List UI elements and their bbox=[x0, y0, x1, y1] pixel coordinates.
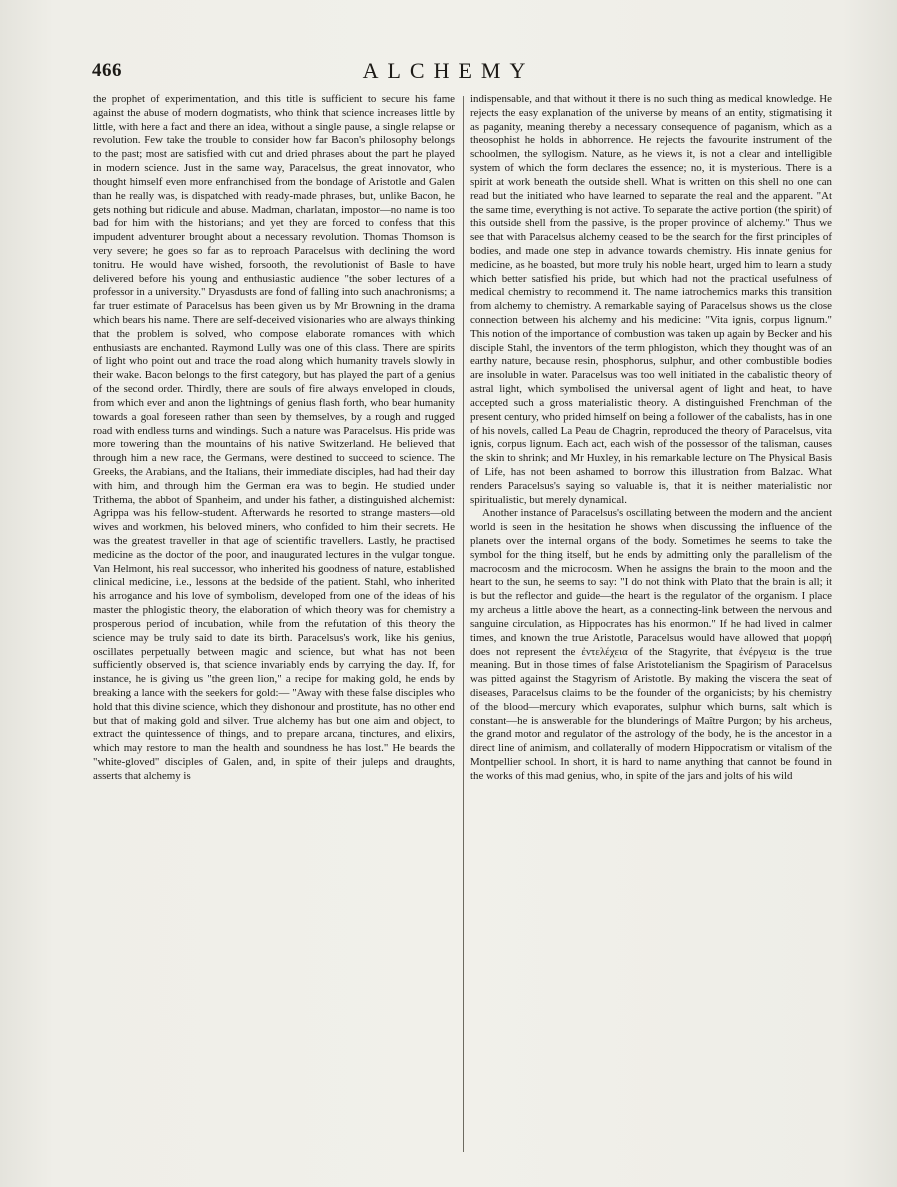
column-divider bbox=[463, 96, 464, 1152]
paragraph: Another instance of Paracelsus's oscillating between the modern and the ancient world is seen in the hesitation he shows when discussing the influence of the planets over the internal organs of the body. Sometimes he seems to take the symbol for the thing itself, but he ends by admitting only the parallelism of the macrocosm and the microcosm. When he assigns the brain to the moon and the heart to the sun, he seems to say: "I do not think with Plato that the brain is all; it is but the reflector and guide—the heart is the regulator of the organism. I place my archeus a little above the heart, as a connecting-link between the nervous and sanguine circulation, as Hippocrates has his enormon." If he had lived in calmer times, and known the true Aristotle, Paracelsus would have allowed that μορφή does not represent the ἐντελέχεια of the Stagyrite, that ἐνέργεια is the true meaning. But in those times of false Aristotelianism the Spagirism of Paracelsus was pitted against the Stagyrism of Aristotle. By making the viscera the seat of diseases, Paracelsus claims to be the founder of the organicists; by his chemistry of the blood—mercury which evaporates, sulphur which burns, salt which is constant—he is answerable for the blunderings of Maître Purgon; by his archeus, the grand motor and regulator of the astrology of the body, he is the ancestor in a direct line of animism, and collaterally of modern Hippocratism or vitalism of the Montpellier school. In short, it is hard to name anything that cannot be found in the works of this mad genius, who, in spite of the jars and jolts of his wild bbox=[470, 507, 832, 782]
left-column bbox=[93, 93, 455, 784]
paragraph: indispensable, and that without it there is no such thing as medical knowledge. He rejects the easy explanation of the universe by means of an entity, stigmatising it as paganity, meaning thereby a necessary consequence of paganism, which as a theosophist he holds in abhorrence. He rejects the favourite instrument of the schoolmen, the syllogism. Nature, as he views it, is not a clear and intelligible system of which the form declares the essence; no, it is mysterious. There is a spirit at work beneath the outside shell. What is written on this shell no one can read but the initiated who have learned to separate the real and the apparent. "At the same time, everything is not active. To separate the active portion (the spirit) of this outside shell from the passive, is the proper province of alchemy." Thus we see that with Paracelsus alchemy ceased to be the search for the first principles of bodies, and made one step in advance towards chemistry. His innate genius for medicine, as he boasted, but more truly his noble heart, urged him to learn a study which better satisfied his pride, but which had not the practical usefulness of medical chemistry to recommend it. The name iatrochemics marks this transition from alchemy to chemistry. A remarkable saying of Paracelsus shows us the close connection between his alchemy and his medicine: "Vita ignis, corpus lignum." This notion of the importance of combustion was taken up again by Becker and his disciple Stahl, the inventors of the term phlogiston, which they thought was of an earthy nature, because resin, phosphorus, sulphur, and other combustible bodies are insoluble in water. Paracelsus was too well initiated in the cabalistic theory of astral light, which symbolised the universal agent of light and heat, to have accepted such a gross materialistic theory. A distinguished Frenchman of the present century, who prided himself on being a follower of the cabalists, has in one of his novels, called La Peau de Chagrin, reproduced the theory of Paracelsus, vita ignis, corpus lignum. Each act, each wish of the possessor of the talisman, causes the skin to shrink; and Mr Huxley, in his remarkable lecture on The Physical Basis of Life, has not been ashamed to borrow this illustration from Balzac. What renders Paracelsus's saying so valuable is, that it is neither materialistic nor spiritualistic, but merely dynamical. bbox=[470, 93, 832, 506]
right-column bbox=[470, 93, 832, 784]
running-title: ALCHEMY bbox=[362, 58, 535, 83]
paragraph: the prophet of experimentation, and this title is sufficient to secure his fame against the abuse of modern dogmatists, who think that science increases little by little, with here a fact and there an idea, without a single pause, a single relapse or revolution. Few take the trouble to consider how far Bacon's philosophy belongs to the past; most are satisfied with cut and dried phrases about the part he played in modern science. Just in the same way, Paracelsus, the great innovator, who thought himself even more enfranchised from the bondage of Aristotle and Galen than he really was, is dispatched with ready-made phrases, but, unlike Bacon, he gets nothing but ridicule and abuse. Madman, charlatan, impostor—no name is too bad for him with the historians; and yet they are forced to confess that this impudent adventurer brought about a necessary revolution. Thomas Thomson is very severe; he goes so far as to reproach Paracelsus with declining the word tonitru. He would have wished, forsooth, the revolutionist of Basle to have delivered before his young and enthusiastic audience "the sober lectures of a professor in a university." Dryasdusts are fond of falling into such anachronisms; a far truer estimate of Paracelsus has been given us by Mr Browning in the drama which bears his name. There are self-deceived visionaries who are always thinking that the problem is solved, who compose elaborate romances with which enthusiasts are enchanted. Raymond Lully was one of this class. There are spirits of light who point out and trace the road along which humanity travels slowly in their wake. Bacon belongs to the first category, but has played the part of a genius of the second order. Thirdly, there are souls of fire always enveloped in clouds, from which ever and anon the lightnings of genius flash forth, who bear humanity towards a goal foreseen rather than seen by themselves, by a rough and rugged road with endless turns and windings. Such a nature was Paracelsus. His pride was more towering than the mountains of his native Switzerland. He believed that through him a new race, the Germans, were destined to succeed to science. The Greeks, the Arabians, and the Italians, their immediate disciples, had had their day with him, and through him the German era was to begin. He studied under Trithema, the abbot of Spanheim, and under his father, a distinguished alchemist: Agrippa was his fellow-student. Afterwards he resorted to strange masters—old wives and workmen, his beloved miners, who confided to him their secrets. He was the greatest traveller in that age of scientific travellers. Lastly, he practised medicine as the doctor of the poor, and inaugurated lectures in the vulgar tongue. Van Helmont, his real successor, who inherited his goodness of nature, established clinical medicine, i.e., lessons at the bedside of the patient. Stahl, who inherited his arrogance and his love of symbolism, developed from one of the ideas of his master the phlogistic theory, the elaboration of which theory was for chemistry a prosperous period of incubation, while from the refutation of this theory the science may be truly said to date its birth. Paracelsus's work, like his genius, oscillates perpetually between magic and science, but what has not been sufficiently observed is, that science invariably ends by carrying the day. If, for instance, he is giving us "the green lion," a recipe for making gold, he ends by breaking a lance with the seekers for gold:— "Away with these false disciples who hold that this divine science, which they dishonour and prostitute, has no other end but that of making gold and silver. True alchemy has but one aim and object, to extract the quintessence of things, and to prepare arcana, tinctures, and elixirs, which may restore to man the health and soundness he has lost." He beards the "white-gloved" disciples of Galen, and, in spite of their juleps and draughts, asserts that alchemy is bbox=[93, 93, 455, 782]
page-number: 466 bbox=[92, 60, 122, 81]
